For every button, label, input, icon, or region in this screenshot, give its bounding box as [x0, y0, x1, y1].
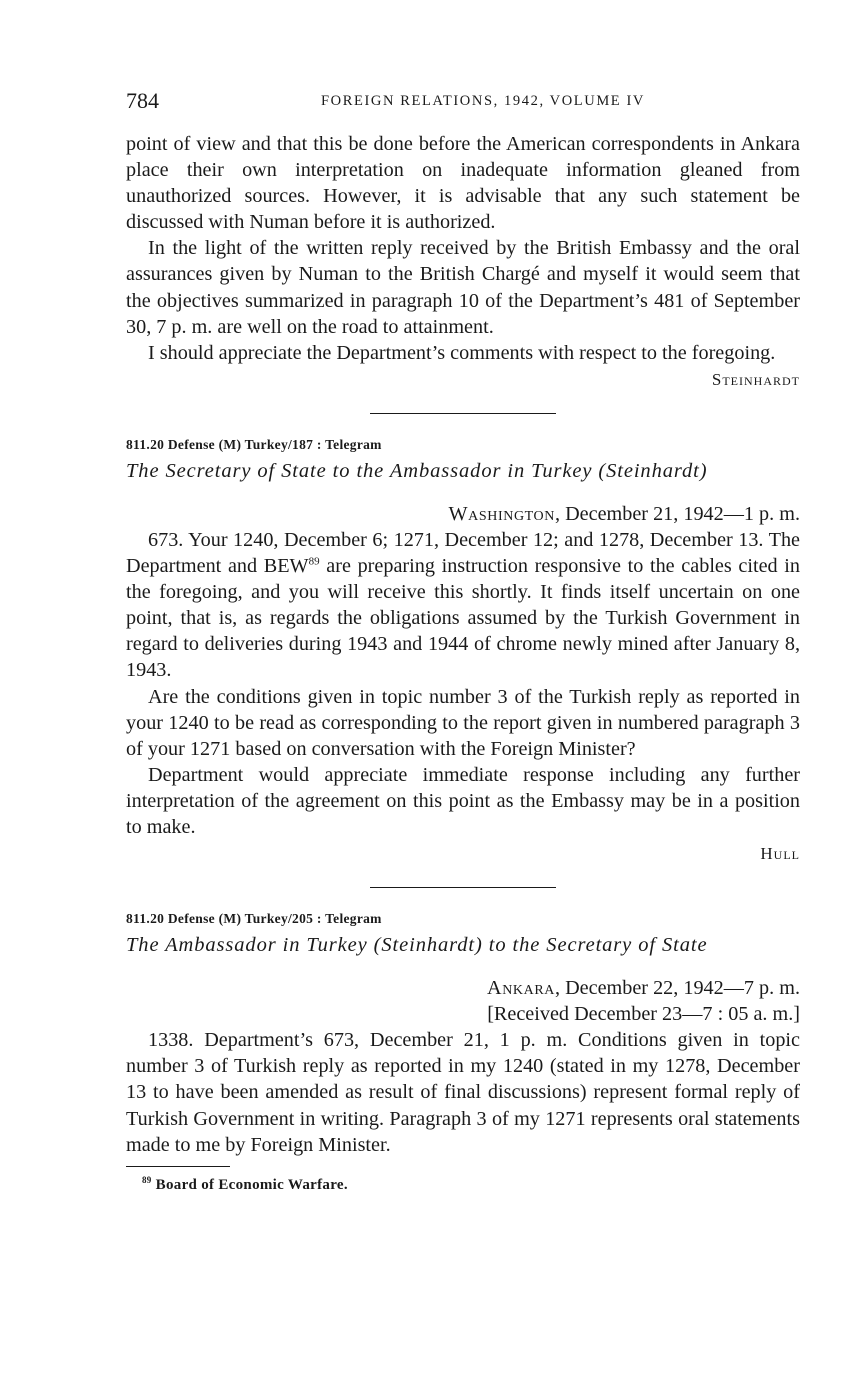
page-number: 784 — [126, 88, 159, 113]
document-telegram-673 — [126, 436, 800, 867]
file-reference: 811.20 Defense (M) Turkey/187 : Telegram — [126, 436, 382, 452]
received-line: [Received December 23—7 : 05 a. m.] — [487, 1003, 800, 1026]
dateline — [126, 501, 800, 527]
signature: Steinhardt — [711, 369, 800, 389]
paragraph: Are the conditions given in topic number 3 of the Turkish reply as reported in your 1240 to be read as corresponding to the report given in numbered paragraph 3 of your 1271 based on conversation with the Foreign Minister? — [126, 685, 800, 760]
footnote-marker: 89 — [142, 1174, 152, 1185]
paragraph: 1338. Department’s 673, December 21, 1 p. m. Conditions given in topic number 3 of Turkish reply as reported in my 1240 (stated in my 1278, December 13 to have been amended as result of final discussions) represent formal reply of Turkish Government in writing. Paragraph 3 of my 1271 represents oral statements made to me by Foreign Minister. — [126, 1029, 800, 1156]
signature: Hull — [760, 844, 800, 864]
paragraph: Department would appreciate immediate response including any further interpretation of the agreement on this point as the Embassy may be in a position to make. — [126, 763, 800, 838]
dateline-date: , December 22, 1942—7 p. m. — [554, 977, 800, 1000]
dateline-place: Ankara — [487, 977, 555, 1000]
document-telegram-1338 — [126, 910, 800, 1158]
paragraph: I should appreciate the Department’s comments with respect to the foregoing. — [148, 341, 776, 364]
paragraph: point of view and that this be done before the American correspondents in Ankara place their own interpretation on inadequate information gleaned from unauthorized sources. However, it is advisable that any such statement be discussed with Numan before it is authorized. — [126, 133, 800, 234]
page-header — [126, 88, 800, 118]
document-steinhardt-continuation — [126, 131, 800, 393]
paragraph — [126, 527, 800, 684]
footnote — [126, 1175, 800, 1194]
section-divider — [370, 887, 556, 888]
running-head: FOREIGN RELATIONS, 1942, VOLUME IV — [321, 93, 645, 109]
paragraph-text: are preparing instruction responsive to the cables cited in the foregoing, and you will receive this shortly. It finds itself uncertain on one point, that is, as regards the obligations assumed by the Turkish Government in regard to deliveries during 1943 and 1944 of chrome newly mined after January 8, 1943. — [126, 555, 801, 682]
document-page — [126, 88, 800, 1194]
footnote-text: Board of Economic Warfare. — [151, 1176, 348, 1193]
footnote-divider — [126, 1166, 230, 1167]
dateline-date: , December 21, 1942—1 p. m. — [554, 502, 800, 525]
footnote-reference[interactable]: 89 — [308, 555, 320, 568]
file-reference: 811.20 Defense (M) Turkey/205 : Telegram — [126, 911, 382, 927]
document-heading: The Ambassador in Turkey (Steinhardt) to the Secretary of State — [126, 934, 708, 957]
paragraph: In the light of the written reply received by the British Embassy and the oral assurances given by Numan to the British Chargé and myself it would seem that the objectives summarized in paragraph 10 of the Department’s 481 of September 30, 7 p. m. are well on the road to attainment. — [126, 237, 800, 338]
paragraph-text: 673. Your 1240, December 6; 1271, December 12; and 1278, December 13. The Department and BEW — [126, 528, 800, 578]
document-heading: The Secretary of State to the Ambassador in Turkey (Steinhardt) — [126, 459, 708, 482]
dateline-place: Washington — [448, 502, 555, 525]
section-divider — [370, 413, 556, 414]
dateline — [126, 975, 800, 1001]
